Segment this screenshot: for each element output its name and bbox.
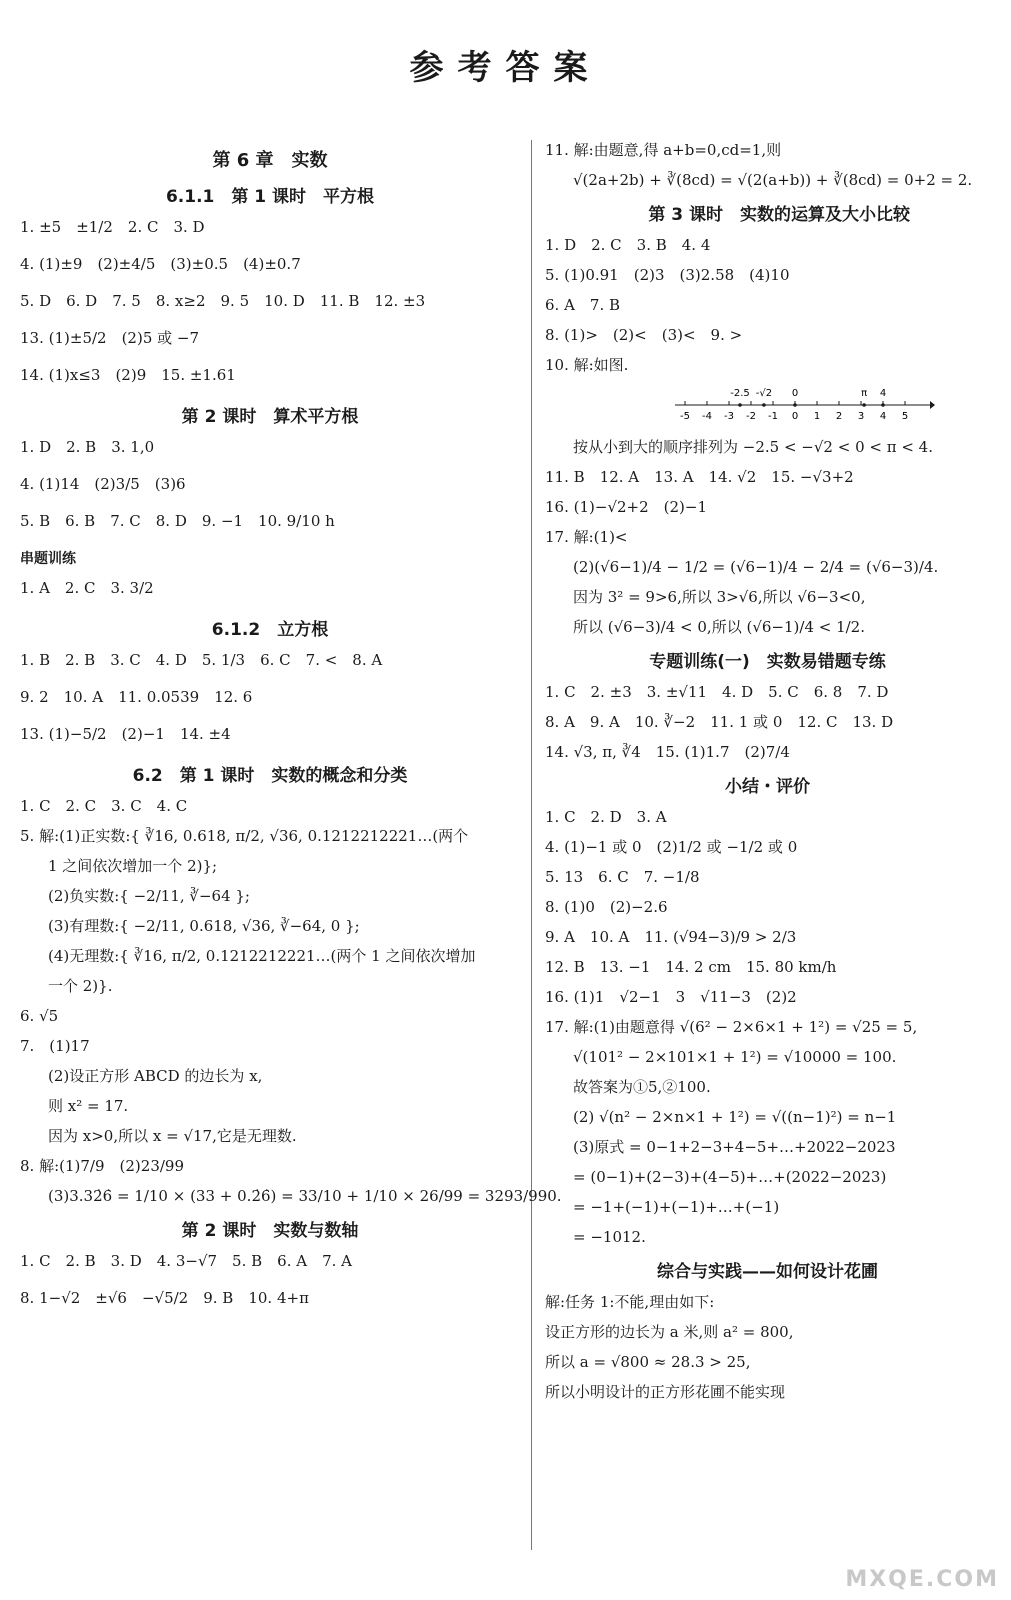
answer-line: 8. 解:(1)7/9 (2)23/99 — [20, 1157, 184, 1175]
answer-line: 因为 3² = 9>6,所以 3>√6,所以 √6−3<0, — [573, 588, 866, 606]
answer-line: = −1012. — [573, 1228, 646, 1246]
number-line-point — [762, 403, 766, 407]
number-line-point — [862, 403, 866, 407]
answer-line: (2) √(n² − 2×n×1 + 1²) = √((n−1)²) = n−1 — [573, 1108, 897, 1126]
answer-line: 1. ±5 ±1/2 2. C 3. D — [20, 218, 205, 236]
answer-line: 6. A 7. B — [545, 296, 621, 314]
section-heading: 第 3 课时 实数的运算及大小比较 — [648, 205, 910, 225]
answer-line: 解:任务 1:不能,理由如下: — [545, 1293, 715, 1311]
answer-line: 因为 x>0,所以 x = √17,它是无理数. — [48, 1127, 297, 1145]
answer-line: 6. √5 — [20, 1007, 59, 1025]
answer-line: 1. B 2. B 3. C 4. D 5. 1/3 6. C 7. < 8. A — [20, 651, 383, 669]
section-heading: 第 2 课时 实数与数轴 — [181, 1221, 359, 1241]
answer-line: 9. A 10. A 11. (√94−3)/9 > 2/3 — [545, 928, 797, 946]
number-line-tick-label: 0 — [791, 411, 799, 422]
answer-line: 1. D 2. C 3. B 4. 4 — [545, 236, 711, 254]
answer-line: 按从小到大的顺序排列为 −2.5 < −√2 < 0 < π < 4. — [573, 438, 933, 456]
answer-line: (3)3.32̇6̇ = 1/10 × (33 + 0.2̇6̇) = 33/10 + 1/10 × 26/99 = 3293/990. — [48, 1187, 562, 1205]
answer-line: 13. (1)±5/2 (2)5 或 −7 — [20, 329, 200, 347]
answer-line: 故答案为①5,②100. — [573, 1078, 711, 1096]
answer-line: 9. 2 10. A 11. 0.0539 12. 6 — [20, 688, 253, 706]
column-divider — [531, 140, 532, 1550]
answer-line: 7. (1)17 — [20, 1037, 90, 1055]
number-line-tick-label: 5 — [901, 411, 909, 422]
number-line-point — [793, 403, 797, 407]
section-heading: 6.2 第 1 课时 实数的概念和分类 — [132, 766, 408, 786]
answer-line: 所以小明设计的正方形花圃不能实现 — [545, 1383, 786, 1401]
arrow-head-icon — [930, 401, 935, 409]
section-heading: 综合与实践——如何设计花圃 — [657, 1262, 878, 1282]
section-heading: 6.1.1 第 1 课时 平方根 — [165, 187, 375, 207]
section-heading: 6.1.2 立方根 — [211, 620, 329, 640]
answer-line: (2)(√6−1)/4 − 1/2 = (√6−1)/4 − 2/4 = (√6−3)/4. — [573, 558, 939, 576]
answer-line: 1. C 2. D 3. A — [545, 808, 667, 826]
answer-line: √(101² − 2×101×1 + 1²) = √10000 = 100. — [573, 1048, 897, 1066]
number-line-tick-label: 2 — [835, 411, 843, 422]
number-line-tick-label: -5 — [680, 411, 690, 422]
right-column — [545, 140, 990, 1412]
answer-line: 1. C 2. ±3 3. ±√11 4. D 5. C 6. 8 7. D — [545, 683, 889, 701]
answer-line: 所以 a = √800 ≈ 28.3 > 25, — [545, 1353, 751, 1371]
answer-line: 5. D 6. D 7. 5 8. x≥2 9. 5 10. D 11. B 12. ±3 — [20, 292, 426, 310]
answer-line: (2)设正方形 ABCD 的边长为 x, — [48, 1067, 263, 1085]
answer-line: 设正方形的边长为 a 米,则 a² = 800, — [545, 1323, 794, 1341]
answer-line: 5. (1)0.91 (2)3 (3)2.58 (4)10 — [545, 266, 790, 284]
number-line-figure — [675, 385, 935, 425]
answer-line: 8. A 9. A 10. ∛−2 11. 1 或 0 12. C 13. D — [545, 713, 894, 731]
answer-line: 1. C 2. B 3. D 4. 3−√7 5. B 6. A 7. A — [20, 1252, 352, 1270]
answer-line: (3)有理数:{ −2/11, 0.618, √36, ∛−64, 0 }; — [48, 917, 360, 935]
answer-line: 10. 解:如图. — [545, 356, 629, 374]
section-heading: 小结・评价 — [725, 777, 810, 797]
answer-line: 一个 2)}. — [48, 977, 113, 995]
answer-line: 5. 13 6. C 7. −1/8 — [545, 868, 700, 886]
section-heading: 第 2 课时 算术平方根 — [181, 407, 359, 427]
answer-line: 13. (1)−5/2 (2)−1 14. ±4 — [20, 725, 231, 743]
answer-line: 14. (1)x≤3 (2)9 15. ±1.61 — [20, 366, 236, 384]
answer-line: 8. 1−√2 ±√6 −√5/2 9. B 10. 4+π — [20, 1289, 309, 1307]
answer-line: 11. B 12. A 13. A 14. √2 15. −√3+2 — [545, 468, 854, 486]
number-line-point-label: 0 — [791, 388, 799, 399]
answer-line: 5. 解:(1)正实数:{ ∛16, 0.618, π/2, √36, 0.1212212221…(两个 — [20, 827, 469, 845]
answer-line: 12. B 13. −1 14. 2 cm 15. 80 km/h — [545, 958, 837, 976]
answer-line: (2)负实数:{ −2/11, ∛−64 }; — [48, 887, 250, 905]
number-line-tick-label: 3 — [857, 411, 865, 422]
answer-line: 8. (1)0 (2)−2.6 — [545, 898, 668, 916]
answer-line: 1. C 2. C 3. C 4. C — [20, 797, 188, 815]
answer-line: = (0−1)+(2−3)+(4−5)+…+(2022−2023) — [573, 1168, 887, 1186]
answer-line: √(2a+2b) + ∛(8cd) = √(2(a+b)) + ∛(8cd) = 0+2 = 2. — [573, 171, 973, 189]
number-line-point-label: -2.5 — [730, 388, 750, 399]
answer-line: 17. 解:(1)< — [545, 528, 628, 546]
answer-line: (4)无理数:{ ∛16, π/2, 0.1212212221…(两个 1 之间依次增加 — [48, 947, 476, 965]
answer-line: 4. (1)−1 或 0 (2)1/2 或 −1/2 或 0 — [545, 838, 798, 856]
answer-line: 4. (1)14 (2)3/5 (3)6 — [20, 475, 186, 493]
number-line-tick-label: -1 — [768, 411, 778, 422]
section-heading: 专题训练(一) 实数易错题专练 — [649, 652, 886, 672]
answer-line: = −1+(−1)+(−1)+…+(−1) — [573, 1198, 780, 1216]
number-line-tick-label: 4 — [879, 411, 887, 422]
answer-line: 1. A 2. C 3. 3/2 — [20, 579, 154, 597]
subsection-heading: 串题训练 — [20, 551, 76, 567]
number-line-tick-label: 1 — [813, 411, 821, 422]
number-line-tick-label: -4 — [702, 411, 712, 422]
answer-line: 17. 解:(1)由题意得 √(6² − 2×6×1 + 1²) = √25 = 5, — [545, 1018, 918, 1036]
left-column — [20, 140, 562, 1325]
answer-line: 4. (1)±9 (2)±4/5 (3)±0.5 (4)±0.7 — [20, 255, 301, 273]
number-line-point-label: π — [861, 388, 868, 399]
number-line-point — [738, 403, 742, 407]
answer-line: 5. B 6. B 7. C 8. D 9. −1 10. 9/10 h — [20, 512, 335, 530]
answer-line: 16. (1)−√2+2 (2)−1 — [545, 498, 708, 516]
number-line-tick-label: -3 — [724, 411, 734, 422]
answer-line: 所以 (√6−3)/4 < 0,所以 (√6−1)/4 < 1/2. — [573, 618, 865, 636]
answer-line: 则 x² = 17. — [48, 1097, 129, 1115]
page-title: 参考答案 — [409, 48, 602, 88]
answer-line: 1 之间依次增加一个 2)}; — [48, 857, 218, 875]
answer-line: 8. (1)> (2)< (3)< 9. > — [545, 326, 743, 344]
answer-line: 1. D 2. B 3. 1,0 — [20, 438, 155, 456]
answer-line: (3)原式 = 0−1+2−3+4−5+…+2022−2023 — [573, 1138, 896, 1156]
chapter-heading: 第 6 章 实数 — [212, 150, 328, 171]
answer-line: 16. (1)1 √2−1 3 √11−3 (2)2 — [545, 988, 797, 1006]
answer-line: 14. √3, π, ∛4 15. (1)1.7 (2)7/4 — [545, 743, 790, 761]
number-line-point-label: 4 — [879, 388, 887, 399]
number-line-point-label: -√2 — [755, 388, 773, 399]
number-line-tick-label: -2 — [746, 411, 756, 422]
watermark: MXQE.COM — [845, 1567, 999, 1592]
number-line-point — [881, 403, 885, 407]
answer-line: 11. 解:由题意,得 a+b=0,cd=1,则 — [545, 141, 782, 159]
